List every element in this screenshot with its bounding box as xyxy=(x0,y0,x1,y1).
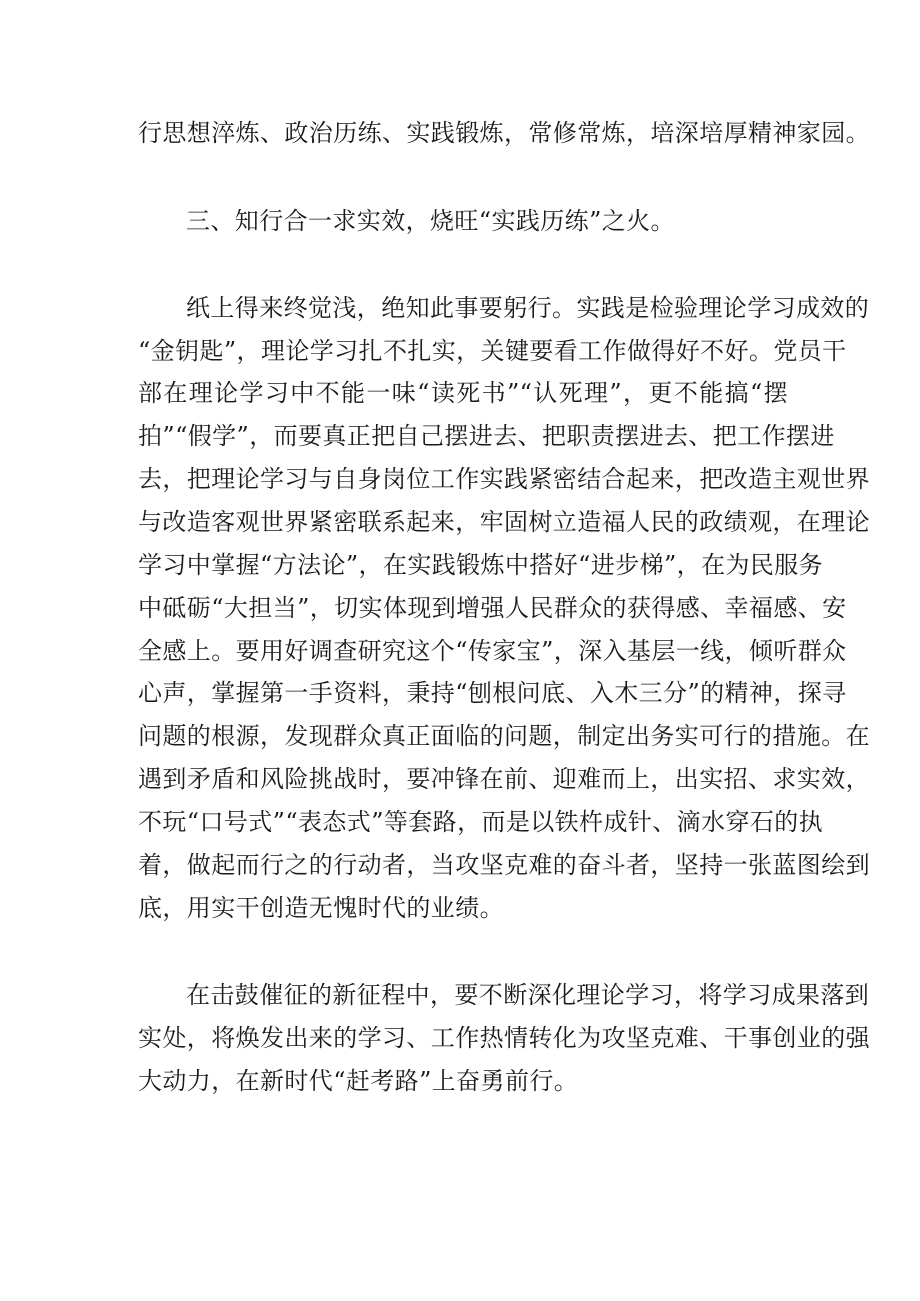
paragraph-line: 心声，掌握第一手资料，秉持“刨根问底、入木三分”的精神，探寻 xyxy=(138,679,847,707)
paragraph-line: 不玩“口号式”“表态式”等套路，而是以铁杵成针、滴水穿石的执 xyxy=(138,808,824,836)
paragraph-line: 学习中掌握“方法论”，在实践锻炼中搭好“进步梯”，在为民服务 xyxy=(138,551,824,579)
paragraph-line: 底，用实干创造无愧时代的业绩。 xyxy=(138,894,504,922)
paragraph-line: 在击鼓催征的新征程中，要不断深化理论学习，将学习成果落到 xyxy=(186,981,870,1009)
paragraph-line: 中砥砺“大担当”，切实体现到增强人民群众的获得感、幸福感、安 xyxy=(138,594,847,622)
paragraph-line: 与改造客观世界紧密联系起来，牢固树立造福人民的政绩观，在理论 xyxy=(138,508,870,536)
paragraph-line: 拍”“假学”，而要真正把自己摆进去、把职责摆进去、把工作摆进 xyxy=(138,422,835,450)
paragraph-line: 部在理论学习中不能一味“读死书”“认死理”，更不能搞“摆 xyxy=(138,379,788,407)
paragraph-line: 行思想淬炼、政治历练、实践锻炼，常修常炼，培深培厚精神家园。 xyxy=(138,119,870,147)
paragraph-line: 实处，将焕发出来的学习、工作热情转化为攻坚克难、干事创业的强 xyxy=(138,1024,870,1052)
paragraph-line: “金钥匙”，理论学习扎不扎实，关键要看工作做得好不好。党员干 xyxy=(138,337,847,365)
paragraph-line: 纸上得来终觉浅，绝知此事要躬行。实践是检验理论学习成效的 xyxy=(186,294,870,322)
section-heading: 三、知行合一求实效，烧旺“实践历练”之火。 xyxy=(186,207,675,235)
paragraph-line: 全感上。要用好调查研究这个“传家宝”，深入基层一线，倾听群众 xyxy=(138,637,847,665)
paragraph-line: 着，做起而行之的行动者，当攻坚克难的奋斗者，坚持一张蓝图绘到 xyxy=(138,851,870,879)
paragraph-line: 大动力，在新时代“赶考路”上奋勇前行。 xyxy=(138,1067,579,1095)
paragraph-line: 遇到矛盾和风险挑战时，要冲锋在前、迎难而上，出实招、求实效， xyxy=(138,765,870,793)
paragraph-line: 去，把理论学习与自身岗位工作实践紧密结合起来，把改造主观世界 xyxy=(138,465,870,493)
paragraph-line: 问题的根源，发现群众真正面临的问题，制定出务实可行的措施。在 xyxy=(138,722,870,750)
